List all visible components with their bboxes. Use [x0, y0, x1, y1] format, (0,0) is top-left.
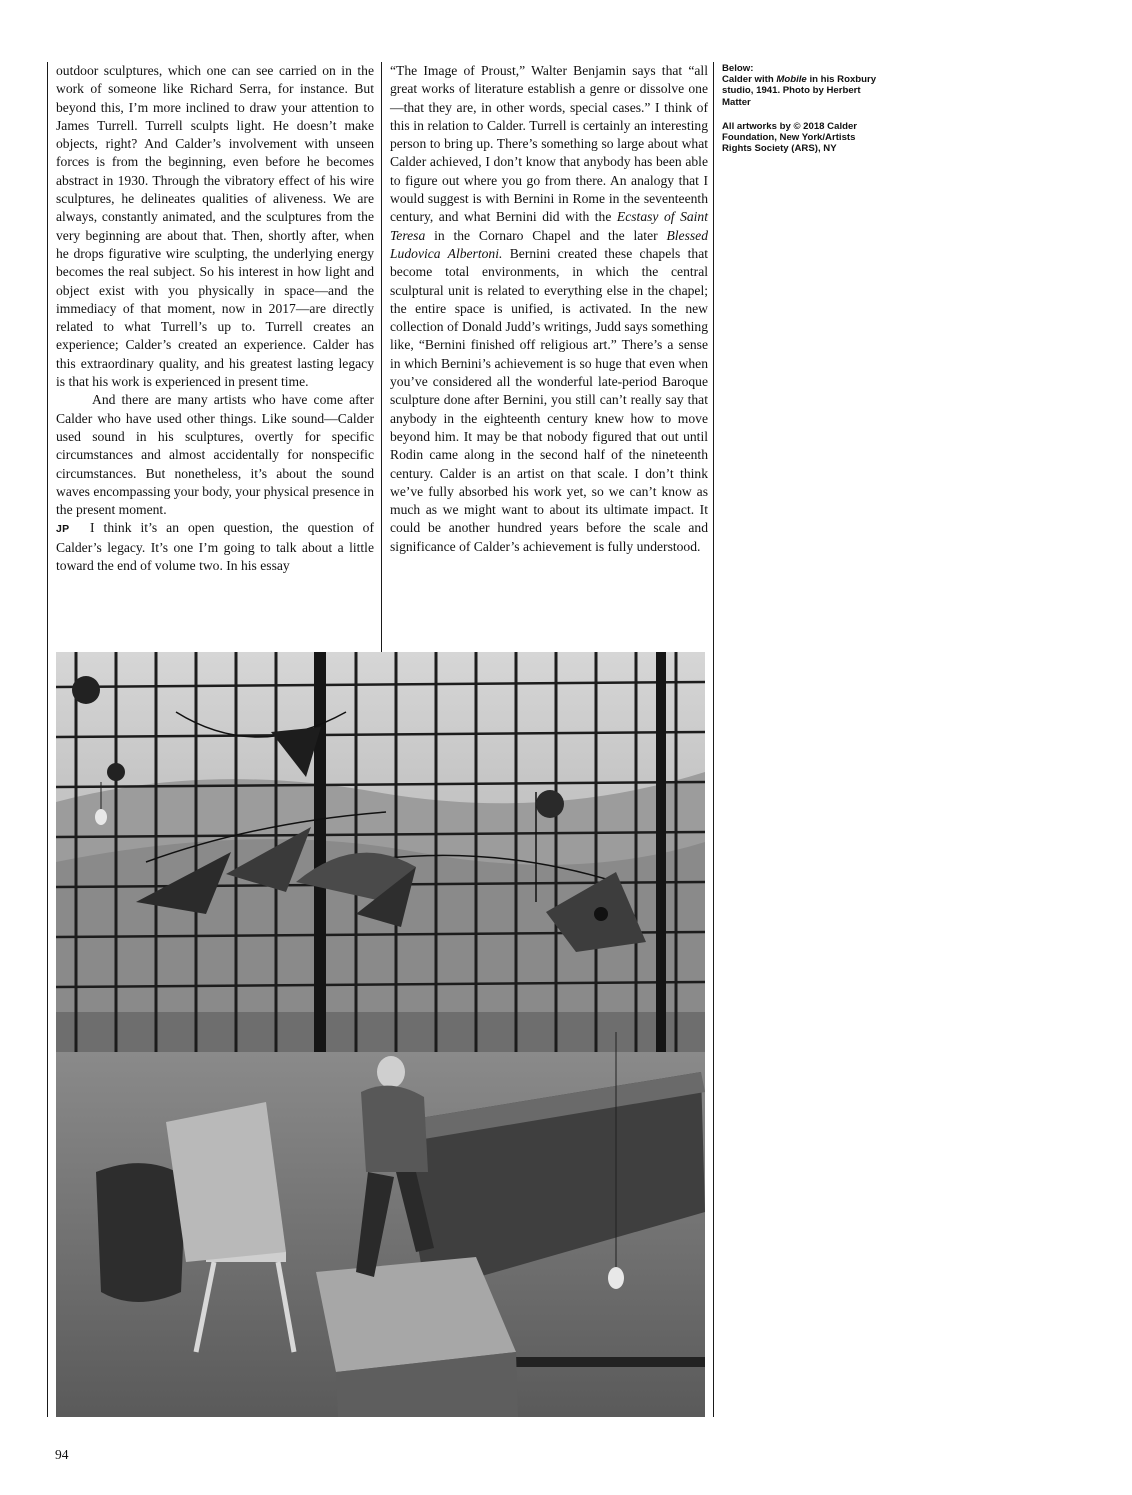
artwork-title-ecstasy: Ecstasy of Saint Teresa: [390, 209, 709, 243]
text-run: in the Cornaro Chapel and the later: [434, 227, 658, 243]
studio-photo-illustration: [56, 652, 705, 1417]
speaker-paragraph: [56, 519, 374, 575]
caption-credit: All artworks by © 2018 Calder Foundation, New York/Artists Rights Society (ARS), NY: [722, 120, 858, 155]
caption-text: [722, 63, 882, 108]
paragraph-2: And there are many artists who have come after Calder who have used other things. Like sound—Calder used sound in his sculptures, overtly for specific circumstances and almost accidentally for nonspecific circumstances. But nonetheless, it’s about the sound waves encompassing your body, your physical presence in the present moment.: [56, 392, 374, 518]
paragraph-3: [390, 62, 708, 556]
speaker-text: I think it’s an open question, the question of Calder’s legacy. It’s one I’m going to talk about a little toward the end of volume two. In his essay: [56, 520, 374, 574]
caption-run: Calder with: [722, 74, 774, 86]
caption-run: in his Roxbury studio, 1941. Photo by Herbert Matter: [722, 74, 877, 108]
column-rule-center: [381, 62, 382, 652]
column-rule-right: [713, 62, 714, 1417]
page-number: 94: [55, 1447, 69, 1462]
studio-photograph: [56, 652, 705, 1417]
caption-label: Below:: [722, 63, 754, 74]
text-column-1: [56, 62, 374, 575]
text-run: Bernini created these chapels that become total environments, in which the central sculptural unit is related to everything else in the chapel; the entire space is unified, is activated. In the new collection of Donald Judd’s writings, Judd says something like, “Bernini finished off religious art.” There’s a sense in which Bernini’s achievement is so huge that even when you’ve considered all the wonderful late-period Baroque sculpture done after Bernini, you still can’t really say that anybody in the eighteenth century knew how to move beyond him. It may be that nobody figured that out until Rodin came along in the second half of the nineteenth century. Calder is an artist on that scale. I don’t think we’ve fully absorbed his work yet, so we can’t know as much as we might want to about its ultimate impact. It could be another hundred years before the scale and significance of Calder’s achievement is fully understood.: [390, 245, 709, 554]
artwork-title-ludovica: Blessed Ludovica Albertoni.: [390, 227, 708, 261]
caption-artwork-title: Mobile: [776, 74, 807, 86]
column-rule-left: [47, 62, 48, 1417]
photo-caption: [722, 63, 882, 167]
text-column-2: [390, 62, 708, 556]
speaker-initials: JP: [56, 523, 70, 536]
text-run: “The Image of Proust,” Walter Benjamin says that “all great works of literature establish a genre or dissolve one—that they are, in other words, special cases.” I think of this in relation to Calder. Turrell is certainly an interesting person to bring up. There’s something so large about what Calder achieved, I don’t know that anybody has been able to figure out where you go from there. An analogy that I would suggest is with Bernini in Rome in the seventeenth century, and what Bernini did with the: [390, 63, 708, 225]
paragraph-1: outdoor sculptures, which one can see carried on in the work of someone like Richard Serra, for instance. But beyond this, I’m more inclined to draw your attention to James Turrell. Turrell sculpts light. He doesn’t make objects, right? And Calder’s involvement with unseen forces is from the beginning, even before he becomes abstract in 1930. Through the vibratory effect of his wire sculptures, he delineates qualities of aliveness. We are always, constantly animated, and the sculptures from the very beginning are about that. Then, shortly after, when he drops figurative wire sculpting, the underlying energy becomes the real subject. So his interest in how light and object exist with you physically in space—and the immediacy of that moment, now in 2017—are directly related to what Turrell’s up to. Turrell creates an experience; Calder’s created an experience. Calder has this extraordinary quality, and his greatest lasting legacy is that his work is experienced in present time.: [56, 63, 374, 390]
